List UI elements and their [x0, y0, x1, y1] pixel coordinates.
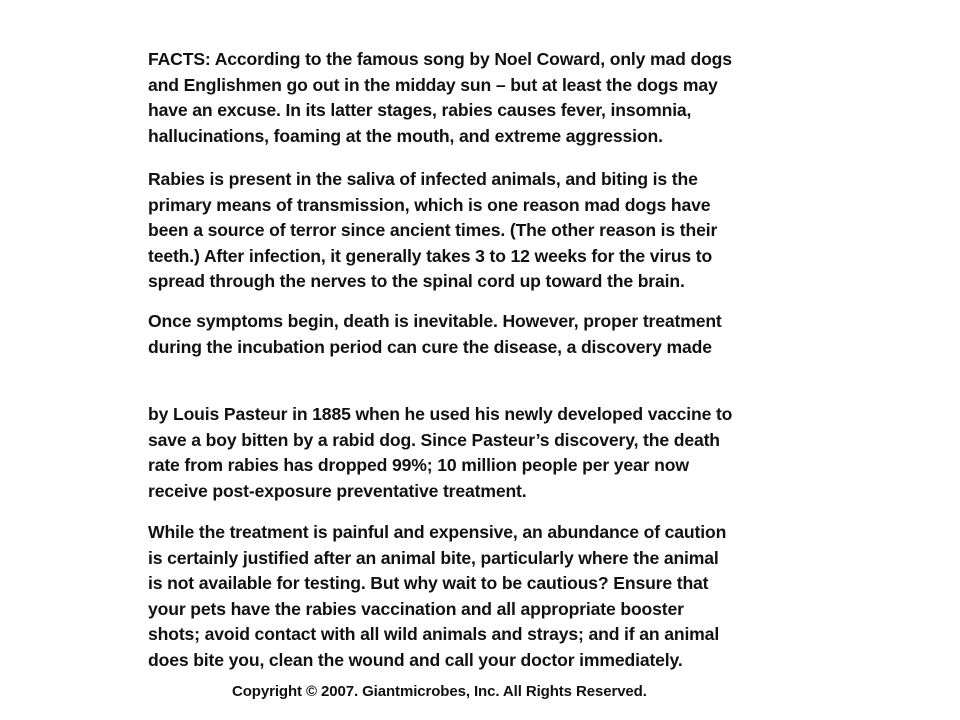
text-line: Rabies is present in the saliva of infected animals, and biting is the [148, 169, 698, 189]
text-line: Once symptoms begin, death is inevitable. However, proper treatment [148, 311, 722, 331]
text-line: primary means of transmission, which is one reason mad dogs have [148, 194, 711, 215]
text-line: during the incubation period can cure the disease, a discovery made [148, 336, 712, 357]
text-line: have an excuse. In its latter stages, rabies causes fever, insomnia, [148, 100, 692, 120]
paragraph-facts-intro [148, 47, 732, 149]
text-line: and Englishmen go out in the midday sun – but at least the dogs may [148, 74, 718, 95]
text-line: FACTS: According to the famous song by Noel Coward, only mad dogs [148, 49, 732, 69]
text-line: rate from rabies has dropped 99%; 10 million people per year now [148, 455, 689, 475]
text-line: is not available for testing. But why wait to be cautious? Ensure that [148, 573, 709, 593]
text-line: While the treatment is painful and expensive, an abundance of caution [148, 522, 727, 542]
text-line: been a source of terror since ancient times. (The other reason is their [148, 220, 718, 240]
paragraph-transmission [148, 167, 717, 295]
text-line: teeth.) After infection, it generally takes 3 to 12 weeks for the virus to [148, 245, 713, 266]
paragraph-symptoms [148, 309, 722, 360]
text-line: shots; avoid contact with all wild animals and strays; and if an animal [148, 624, 720, 644]
paragraph-caution [148, 520, 726, 673]
text-line: does bite you, clean the wound and call your doctor immediately. [148, 649, 683, 670]
text-line: your pets have the rabies vaccination and all appropriate booster [148, 598, 684, 619]
text-line: spread through the nerves to the spinal cord up toward the brain. [148, 271, 685, 291]
text-line: by Louis Pasteur in 1885 when he used his newly developed vaccine to [148, 404, 733, 424]
copyright-notice: Copyright © 2007. Giantmicrobes, Inc. All Rights Reserved. [232, 683, 647, 700]
text-line: is certainly justified after an animal bite, particularly where the animal [148, 547, 719, 568]
text-line: receive post-exposure preventative treatment. [148, 480, 527, 501]
paragraph-pasteur [148, 402, 732, 504]
text-line: save a boy bitten by a rabid dog. Since Pasteur’s discovery, the death [148, 429, 720, 450]
text-line: hallucinations, foaming at the mouth, and extreme aggression. [148, 125, 663, 146]
